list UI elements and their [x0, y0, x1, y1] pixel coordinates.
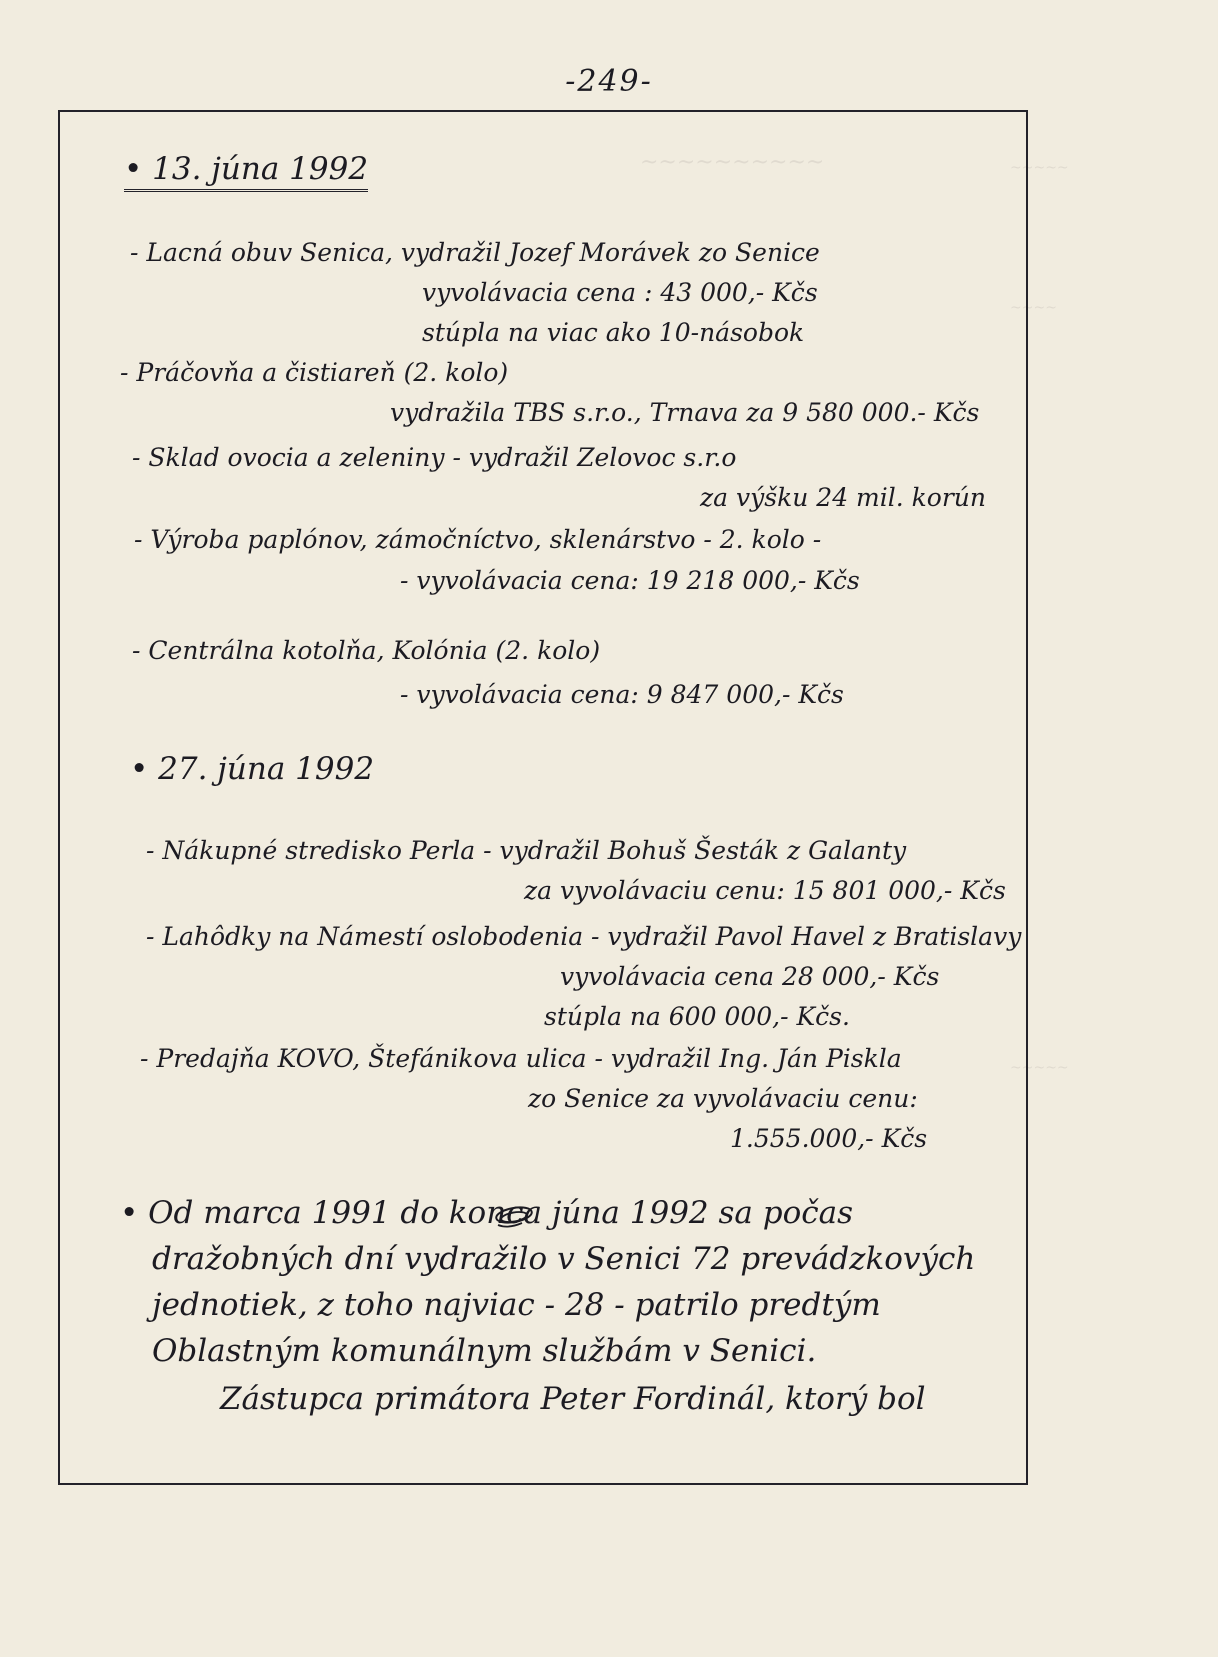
entry-line: - Výroba paplónov, zámočníctvo, sklenárstvo - 2. kolo - [134, 525, 822, 554]
summary-line: dražobných dní vydražilo v Senici 72 prevádzkových [152, 1241, 976, 1277]
entry-line: - Lahôdky na Námestí oslobodenia - vydražil Pavol Havel z Bratislavy [146, 922, 1022, 951]
entry-line: stúpla na 600 000,- Kčs. [544, 1002, 850, 1031]
entry-line: zo Senice za vyvolávaciu cenu: [528, 1084, 918, 1113]
entry-line: - vyvolávacia cena: 9 847 000,- Kčs [400, 680, 844, 709]
section-date-1 [124, 151, 369, 187]
section-date-2: • 27. júna 1992 [130, 751, 375, 787]
date-text: • 13. júna 1992 [124, 151, 368, 192]
entry-line: vyvolávacia cena 28 000,- Kčs [560, 962, 940, 991]
summary-line: jednotiek, z toho najviac - 28 - patrilo predtým [152, 1287, 881, 1323]
summary-line: Zástupca primátora Peter Fordinál, ktorý bol [220, 1381, 926, 1417]
summary-line: • Od marca 1991 do konca júna 1992 sa počas [120, 1195, 853, 1231]
entry-line: - Predajňa KOVO, Štefánikova ulica - vydražil Ing. Ján Piskla [140, 1044, 902, 1073]
entry-line: vydražila TBS s.r.o., Trnava za 9 580 000.- Kčs [390, 398, 980, 427]
entry-line: - vyvolávacia cena: 19 218 000,- Kčs [400, 566, 860, 595]
entry-line: - Sklad ovocia a zeleniny - vydražil Zelovoc s.r.o [132, 443, 737, 472]
entry-line: stúpla na viac ako 10-násobok [422, 318, 805, 347]
entry-line: - Nákupné stredisko Perla - vydražil Bohuš Šesták z Galanty [146, 836, 907, 865]
document-frame [58, 110, 1028, 1485]
loop-flourish-icon [492, 1205, 536, 1231]
summary-line: Oblastným komunálnym službám v Senici. [152, 1333, 817, 1369]
entry-line: - Centrálna kotolňa, Kolónia (2. kolo) [132, 636, 601, 665]
entry-line: 1.555.000,- Kčs [730, 1124, 928, 1153]
entry-line: za vyvolávaciu cenu: 15 801 000,- Kčs [524, 876, 1006, 905]
entry-line: vyvolávacia cena : 43 000,- Kčs [422, 278, 818, 307]
entry-line: za výšku 24 mil. korún [700, 483, 986, 512]
entry-line: - Lacná obuv Senica, vydražil Jozef Morávek zo Senice [130, 238, 820, 267]
page-number: -249- [565, 64, 653, 99]
entry-line: - Práčovňa a čistiareň (2. kolo) [120, 358, 509, 387]
